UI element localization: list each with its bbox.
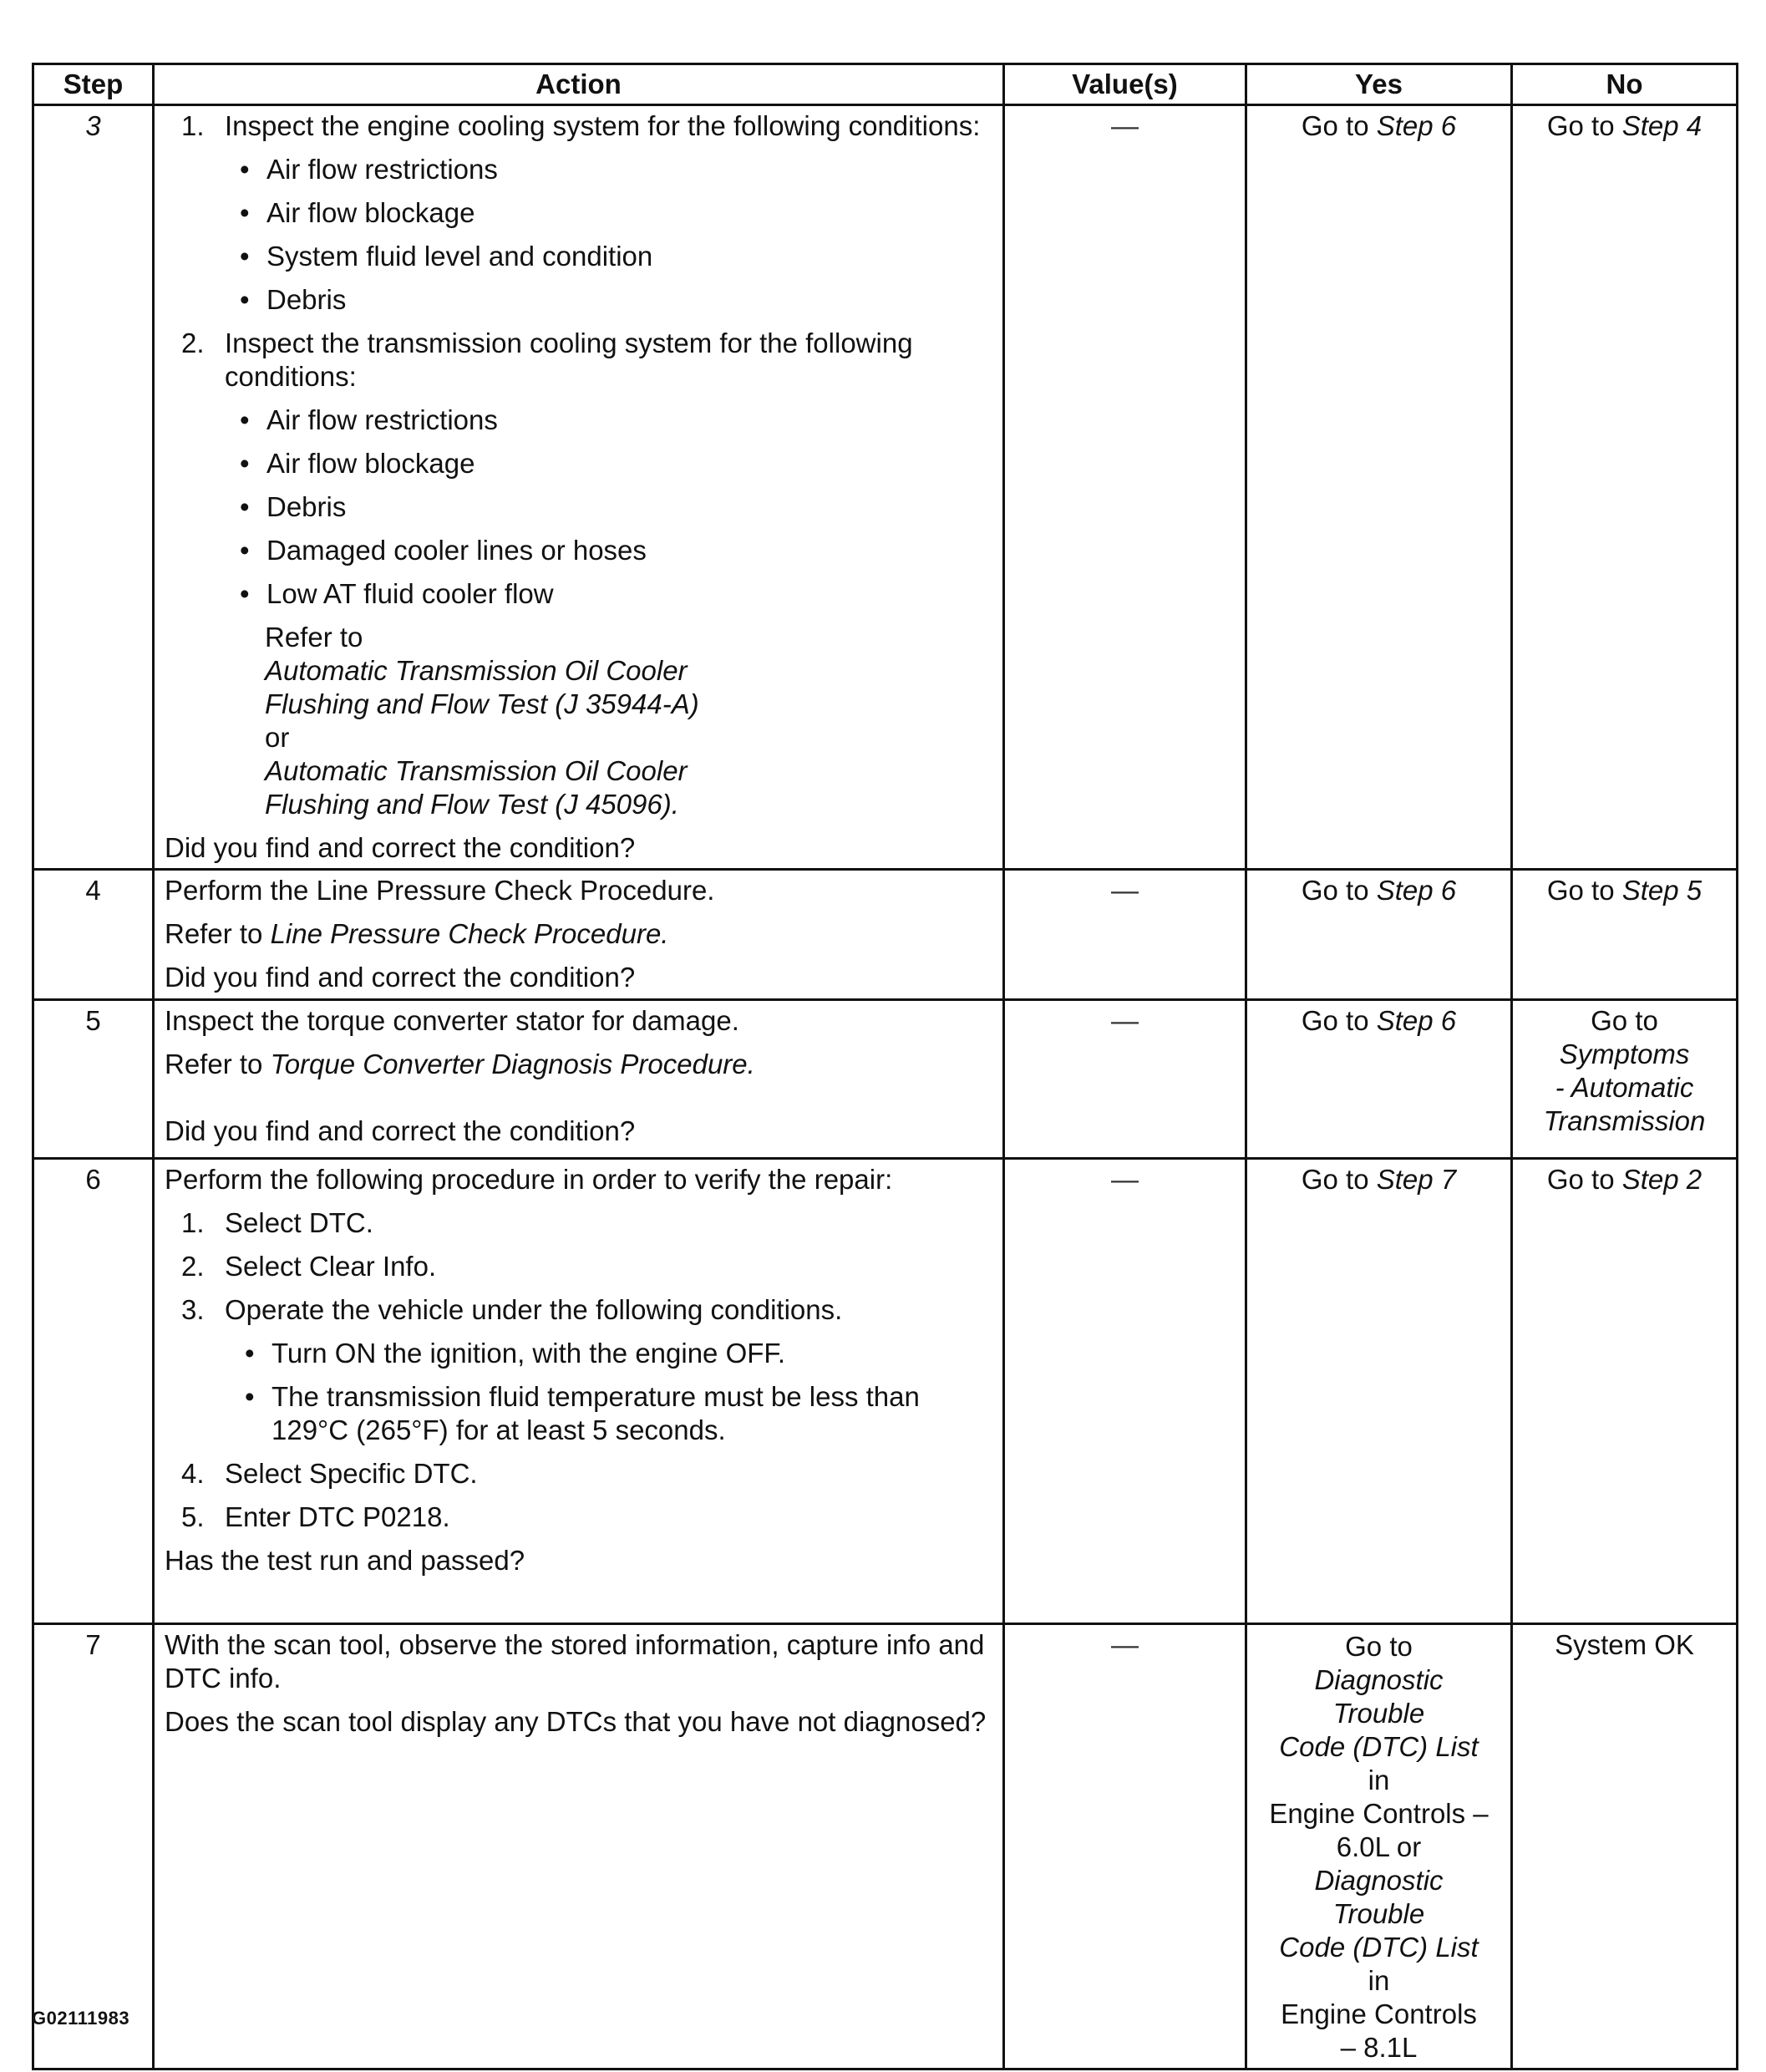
action-text: Inspect the torque converter stator for damage. [165, 1005, 739, 1036]
list-item: • System fluid level and condition [240, 241, 653, 272]
goto-step-link[interactable]: Step 6 [1376, 875, 1457, 906]
step-number: 5 [33, 1000, 154, 1159]
list-item: 1. Select DTC. [181, 1207, 373, 1238]
list-item: • Low AT fluid cooler flow [240, 578, 554, 609]
no-cell: Go to Step 5 [1512, 870, 1738, 1000]
list-item: • Air flow blockage [240, 448, 475, 479]
goto-step-link[interactable]: Step 7 [1376, 1164, 1457, 1195]
goto-dtc-list-link[interactable]: Diagnostic [1314, 1865, 1444, 1896]
step-question: Did you find and correct the condition? [165, 1115, 636, 1146]
table-row-step-4 [33, 870, 1738, 1000]
header-yes: Yes [1246, 64, 1512, 105]
list-item: 1. Inspect the engine cooling system for the following conditions: [181, 110, 981, 141]
step-number: 3 [33, 105, 154, 870]
action-cell [154, 1624, 1004, 2069]
step-number: 6 [33, 1159, 154, 1624]
value-cell: — [1004, 1624, 1246, 2069]
table-row-step-5 [33, 1000, 1738, 1159]
list-item: 2. Inspect the transmission cooling system for the following conditions: [181, 328, 913, 392]
list-item: 4. Select Specific DTC. [181, 1458, 478, 1489]
action-text: With the scan tool, observe the stored information, capture info and DTC info. [165, 1629, 985, 1694]
list-item: • Damaged cooler lines or hoses [240, 535, 647, 566]
text: in [1368, 1765, 1390, 1795]
goto-step-link[interactable]: Step 2 [1621, 1164, 1703, 1195]
goto-dtc-list-link[interactable]: Code (DTC) List [1279, 1932, 1479, 1963]
goto-step-link[interactable]: Step 6 [1376, 1005, 1457, 1036]
no-cell: Go to Step 4 [1512, 105, 1738, 870]
goto-dtc-list-link[interactable]: Diagnostic [1314, 1664, 1444, 1695]
header-values: Value(s) [1004, 64, 1246, 105]
table-row-step-6 [33, 1159, 1738, 1624]
goto-dtc-list-link[interactable]: Trouble [1332, 1698, 1425, 1729]
goto-dtc-list-links: Go to Diagnostic Trouble Code (DTC) List in Engine Controls – 6.0L or Diagnostic Trouble Code (DTC) List in Engine Controls – 8.1L [1257, 1630, 1500, 2064]
diagnostic-table [32, 63, 1738, 2070]
diagnostic-table-container [32, 63, 1736, 2070]
yes-cell: Go to Step 6 [1246, 1000, 1512, 1159]
action-text: Perform the following procedure in order to verify the repair: [165, 1164, 893, 1195]
goto-step-link[interactable]: Step 5 [1621, 875, 1703, 906]
value-cell: — [1004, 1000, 1246, 1159]
list-item: • Air flow restrictions [240, 154, 498, 185]
action-cell [154, 870, 1004, 1000]
no-cell: Go to Step 2 [1512, 1159, 1738, 1624]
header-step: Step [33, 64, 154, 105]
list-item: • Debris [240, 491, 347, 522]
reference-link[interactable]: Flushing and Flow Test (J 45096). [265, 789, 679, 820]
step-question: Did you find and correct the condition? [165, 962, 636, 993]
list-item: 3. Operate the vehicle under the following conditions. [181, 1294, 843, 1325]
action-text: Perform the Line Pressure Check Procedure. [165, 875, 715, 906]
yes-cell: Go to Step 6 [1246, 105, 1512, 870]
no-cell: Go to Symptoms - Automatic Transmission [1512, 1000, 1738, 1159]
figure-id-caption: G02111983 [32, 2008, 130, 2029]
goto-symptoms-link[interactable]: Symptoms [1559, 1039, 1690, 1069]
text: in [1368, 1965, 1390, 1996]
goto-dtc-list-link[interactable]: Code (DTC) List [1279, 1731, 1479, 1762]
text: Engine Controls [1281, 1998, 1477, 2029]
list-item: 5. Enter DTC P0218. [181, 1501, 450, 1532]
reference-link[interactable]: Line Pressure Check Procedure. [270, 918, 669, 949]
list-item: • The transmission fluid temperature must be less than 129°C (265°F) for at least 5 seconds. [245, 1381, 920, 1445]
text: Engine Controls – [1269, 1798, 1489, 1829]
table-header-row [33, 64, 1738, 105]
reference-link[interactable]: Flushing and Flow Test (J 35944-A) [265, 688, 699, 719]
step-number: 7 [33, 1624, 154, 2069]
list-item: • Air flow restrictions [240, 404, 498, 435]
no-cell: System OK [1512, 1624, 1738, 2069]
reference-link[interactable]: Automatic Transmission Oil Cooler [265, 655, 688, 686]
yes-cell: Go to Step 6 [1246, 870, 1512, 1000]
list-item: 2. Select Clear Info. [181, 1251, 437, 1282]
value-cell: — [1004, 870, 1246, 1000]
value-cell: — [1004, 1159, 1246, 1624]
action-cell [154, 1000, 1004, 1159]
goto-symptoms-link[interactable]: - Automatic [1555, 1072, 1694, 1103]
step-number: 4 [33, 870, 154, 1000]
list-item: • Debris [240, 284, 347, 315]
step-question: Has the test run and passed? [165, 1545, 525, 1576]
table-row-step-3 [33, 105, 1738, 870]
table-row-step-7 [33, 1624, 1738, 2069]
step-question: Did you find and correct the condition? [165, 832, 636, 863]
reference-link[interactable]: Torque Converter Diagnosis Procedure. [270, 1049, 755, 1079]
header-action: Action [154, 64, 1004, 105]
action-cell [154, 105, 1004, 870]
text: – 8.1L [1340, 2032, 1418, 2063]
reference-note: Refer to Line Pressure Check Procedure. [165, 918, 669, 949]
reference-link[interactable]: Automatic Transmission Oil Cooler [265, 755, 688, 786]
goto-symptoms-link[interactable]: Transmission [1543, 1105, 1706, 1136]
list-item: • Turn ON the ignition, with the engine OFF. [245, 1338, 786, 1369]
goto-step-link[interactable]: Step 6 [1376, 110, 1457, 141]
step-question: Does the scan tool display any DTCs that you have not diagnosed? [165, 1706, 987, 1737]
yes-cell: Go to Step 7 [1246, 1159, 1512, 1624]
goto-step-link[interactable]: Step 4 [1621, 110, 1703, 141]
list-item: • Air flow blockage [240, 197, 475, 228]
action-cell [154, 1159, 1004, 1624]
yes-cell [1246, 1624, 1512, 2069]
reference-note: Refer to Torque Converter Diagnosis Procedure. [165, 1049, 755, 1079]
value-cell: — [1004, 105, 1246, 870]
reference-note: Refer to Automatic Transmission Oil Cooler Flushing and Flow Test (J 35944-A) or Automatic Transmission Oil Cooler Flushing and Flow Test (J 45096). [265, 621, 992, 821]
header-no: No [1512, 64, 1738, 105]
goto-dtc-list-link[interactable]: Trouble [1332, 1898, 1425, 1929]
